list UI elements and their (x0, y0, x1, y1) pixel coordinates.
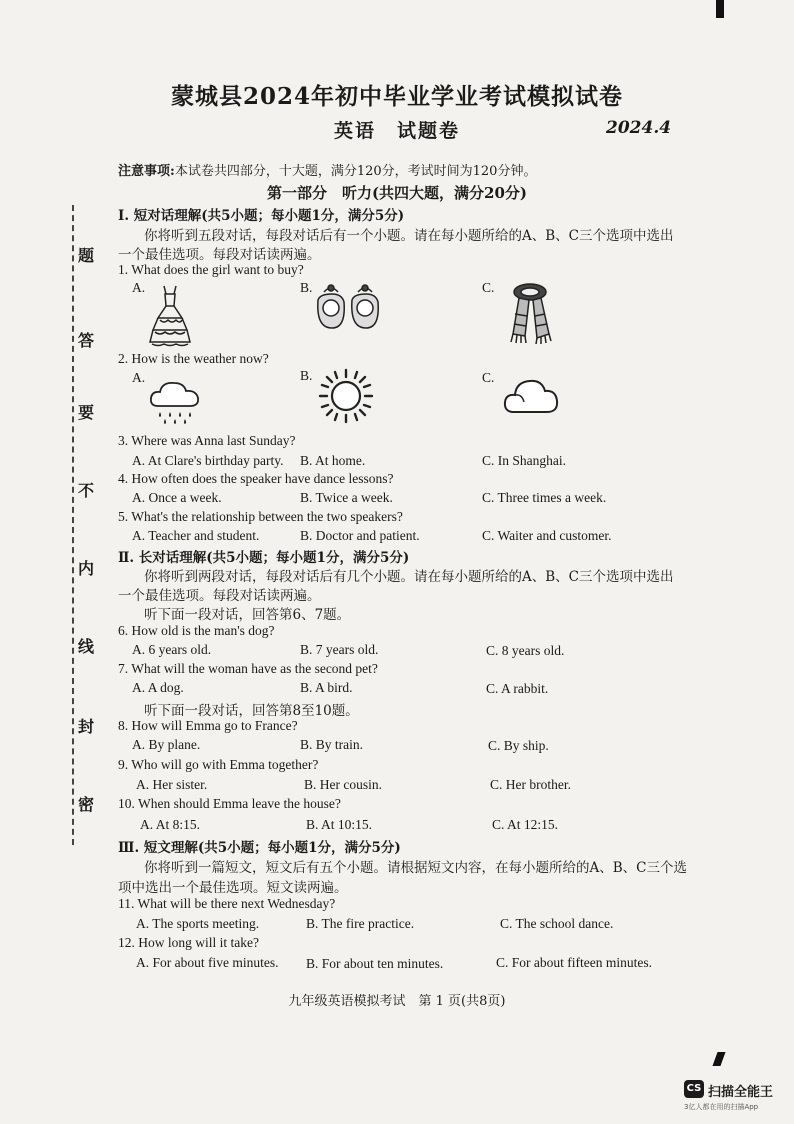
rain-cloud-icon (148, 378, 202, 426)
question-3: 3. Where was Anna last Sunday? (118, 433, 296, 448)
option-c: C. Waiter and customer. (482, 528, 612, 543)
question-2: 2. How is the weather now? (118, 351, 269, 366)
option-b: B. 7 years old. (300, 642, 379, 657)
dialogue-lead: 听下面一段对话，回答第6、7题。 (144, 607, 351, 623)
question-10: 10. When should Emma leave the house? (118, 796, 341, 811)
section-1-instruction: 你将听到五段对话，每段对话后有一个小题。请在每小题所给的A、B、C三个选项中选出 (144, 228, 674, 244)
option-a: A. 6 years old. (132, 642, 212, 657)
margin-char: 不 (77, 481, 94, 500)
dress-icon (148, 284, 192, 348)
question-12: 12. How long will it take? (118, 935, 259, 950)
camscanner-logo-icon: CS (684, 1080, 704, 1098)
margin-char: 密 (77, 795, 94, 814)
option-label: A. (132, 280, 146, 295)
option-b: B. A bird. (300, 680, 353, 695)
option-b: B. At 10:15. (306, 817, 373, 832)
margin-char: 封 (77, 717, 94, 736)
section-2-instruction: 一个最佳选项。每段对话读两遍。 (118, 588, 321, 604)
sun-icon (318, 368, 374, 424)
scan-mark-top (716, 0, 724, 18)
option-c: C. Her brother. (490, 777, 571, 792)
margin-char: 答 (77, 331, 94, 350)
option-a: A. Her sister. (136, 777, 208, 792)
margin-char: 要 (77, 403, 94, 422)
section-2-title: Ⅱ. 长对话理解(共5小题；每小题1分，满分5分) (118, 550, 410, 566)
option-c: C. For about fifteen minutes. (496, 955, 652, 970)
option-c: C. The school dance. (500, 916, 614, 931)
margin-char: 题 (77, 246, 94, 265)
section-1-instruction: 一个最佳选项。每段对话读两遍。 (118, 247, 321, 263)
question-7: 7. What will the woman have as the second pet? (118, 661, 378, 676)
question-5: 5. What's the relationship between the two speakers? (118, 509, 403, 524)
option-a: A. By plane. (132, 737, 201, 752)
option-c: C. At 12:15. (492, 817, 559, 832)
option-c: C. A rabbit. (486, 681, 549, 696)
watermark-name: 扫描全能王 (708, 1085, 774, 1100)
notice-text: 本试卷共四部分，十大题，满分120分，考试时间为120分钟。 (174, 164, 537, 179)
question-8: 8. How will Emma go to France? (118, 718, 298, 733)
shoes-icon (312, 282, 384, 332)
option-b: B. The fire practice. (306, 916, 415, 931)
section-3-instruction: 项中选出一个最佳选项。短文读两遍。 (118, 880, 348, 896)
exam-title: 蒙城县2024年初中毕业学业考试模拟试卷 (170, 83, 623, 110)
watermark-tagline: 3亿人都在用的扫描App (684, 1103, 759, 1111)
option-label: B. (300, 280, 313, 295)
exam-subtitle: 英语 试题卷 (333, 120, 460, 142)
section-3-instruction: 你将听到一篇短文，短文后有五个小题。请根据短文内容，在每小题所给的A、B、C三个选 (144, 860, 687, 876)
option-b: B. At home. (300, 453, 366, 468)
option-a: A. Teacher and student. (132, 528, 260, 543)
exam-date: 2024.4 (606, 118, 672, 138)
option-c: C. By ship. (488, 738, 549, 753)
margin-char: 线 (77, 637, 94, 656)
question-4: 4. How often does the speaker have dance lessons? (118, 471, 394, 486)
option-b: B. Twice a week. (300, 490, 393, 505)
notice-label: 注意事项: (118, 164, 175, 179)
notice (118, 160, 536, 179)
option-label: C. (482, 370, 495, 385)
option-a: A. For about five minutes. (136, 955, 279, 970)
option-b: B. Doctor and patient. (300, 528, 420, 543)
option-label: B. (300, 368, 313, 383)
dialogue-lead: 听下面一段对话，回答第8至10题。 (144, 703, 359, 719)
option-a: A. A dog. (132, 680, 184, 695)
section-1-title: Ⅰ. 短对话理解(共5小题；每小题1分，满分5分) (118, 208, 405, 224)
question-6: 6. How old is the man's dog? (118, 623, 275, 638)
option-b: B. For about ten minutes. (306, 956, 444, 971)
section-2-instruction: 你将听到两段对话，每段对话后有几个小题。请在每小题所给的A、B、C三个选项中选出 (144, 569, 674, 585)
scarf-icon (505, 280, 555, 346)
option-a: A. At Clare's birthday party. (132, 453, 284, 468)
option-label: C. (482, 280, 495, 295)
option-b: B. By train. (300, 737, 363, 752)
page-footer: 九年级英语模拟考试 第 1 页(共8页) (288, 994, 506, 1009)
option-label: A. (132, 370, 146, 385)
part-title: 第一部分 听力(共四大题，满分20分) (266, 184, 528, 202)
question-11: 11. What will be there next Wednesday? (118, 896, 336, 911)
option-a: A. Once a week. (132, 490, 222, 505)
option-b: B. Her cousin. (304, 777, 382, 792)
cloud-icon (502, 372, 560, 418)
option-c: C. Three times a week. (482, 490, 607, 505)
section-3-title: Ⅲ. 短文理解(共5小题；每小题1分，满分5分) (118, 840, 401, 856)
binding-line (72, 205, 74, 845)
question-9: 9. Who will go with Emma together? (118, 757, 319, 772)
option-c: C. In Shanghai. (482, 453, 566, 468)
question-1: 1. What does the girl want to buy? (118, 262, 304, 277)
option-a: A. At 8:15. (140, 817, 201, 832)
margin-char: 内 (77, 559, 94, 578)
scan-mark-bottom (712, 1052, 725, 1066)
option-a: A. The sports meeting. (136, 916, 260, 931)
option-c: C. 8 years old. (486, 643, 565, 658)
